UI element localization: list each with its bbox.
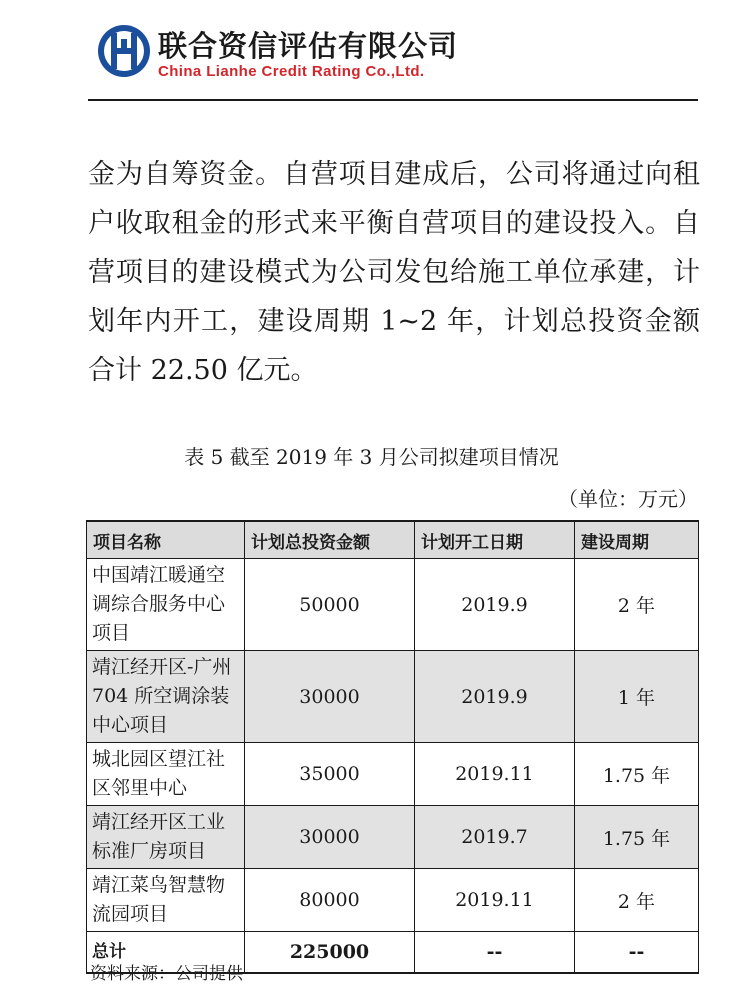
project-period: 2 年	[575, 559, 699, 651]
lianhe-logo-icon	[96, 23, 152, 79]
project-period: 2 年	[575, 869, 699, 932]
table-row	[87, 869, 699, 932]
table-row	[87, 651, 699, 743]
project-period: 1.75 年	[575, 743, 699, 806]
project-start: 2019.9	[415, 651, 575, 743]
project-name: 靖江经开区-广州 704 所空调涂装中心项目	[87, 651, 245, 743]
project-period: 1.75 年	[575, 806, 699, 869]
table-header-row	[87, 521, 699, 559]
project-name: 靖江经开区工业标准厂房项目	[87, 806, 245, 869]
project-amount: 80000	[245, 869, 415, 932]
project-name: 靖江菜鸟智慧物流园项目	[87, 869, 245, 932]
table-row	[87, 743, 699, 806]
header-construction-period: 建设周期	[575, 521, 699, 559]
body-paragraph: 金为自筹资金。自营项目建成后，公司将通过向租户收取租金的形式来平衡自营项目的建设投入。自营项目的建设模式为公司发包给施工单位承建，计划年内开工，建设周期 1~2 年，计划总投资金额合计 22.50 亿元。	[88, 159, 700, 386]
header-start-date: 计划开工日期	[415, 521, 575, 559]
project-amount: 30000	[245, 806, 415, 869]
projects-table	[86, 520, 699, 974]
report-header	[96, 18, 696, 88]
header-project-name: 项目名称	[87, 521, 245, 559]
project-name: 城北园区望江社区邻里中心	[87, 743, 245, 806]
header-divider	[88, 99, 698, 101]
project-amount: 35000	[245, 743, 415, 806]
total-label: 总计	[87, 932, 245, 974]
table-row	[87, 806, 699, 869]
project-start: 2019.9	[415, 559, 575, 651]
table-row	[87, 559, 699, 651]
project-name: 中国靖江暖通空调综合服务中心项目	[87, 559, 245, 651]
project-period: 1 年	[575, 651, 699, 743]
project-amount: 50000	[245, 559, 415, 651]
company-name-cn: 联合资信评估有限公司	[158, 29, 459, 63]
company-name-en: China Lianhe Credit Rating Co.,Ltd.	[158, 63, 425, 80]
project-start: 2019.7	[415, 806, 575, 869]
table-caption: 表 5 截至 2019 年 3 月公司拟建项目情况	[184, 445, 559, 469]
total-amount: 225000	[245, 932, 415, 974]
data-source-note: 资料来源：公司提供	[90, 964, 243, 984]
project-amount: 30000	[245, 651, 415, 743]
total-start: --	[415, 932, 575, 974]
project-start: 2019.11	[415, 743, 575, 806]
header-planned-investment: 计划总投资金额	[245, 521, 415, 559]
project-start: 2019.11	[415, 869, 575, 932]
total-period: --	[575, 932, 699, 974]
table-unit: （单位：万元）	[558, 487, 698, 511]
